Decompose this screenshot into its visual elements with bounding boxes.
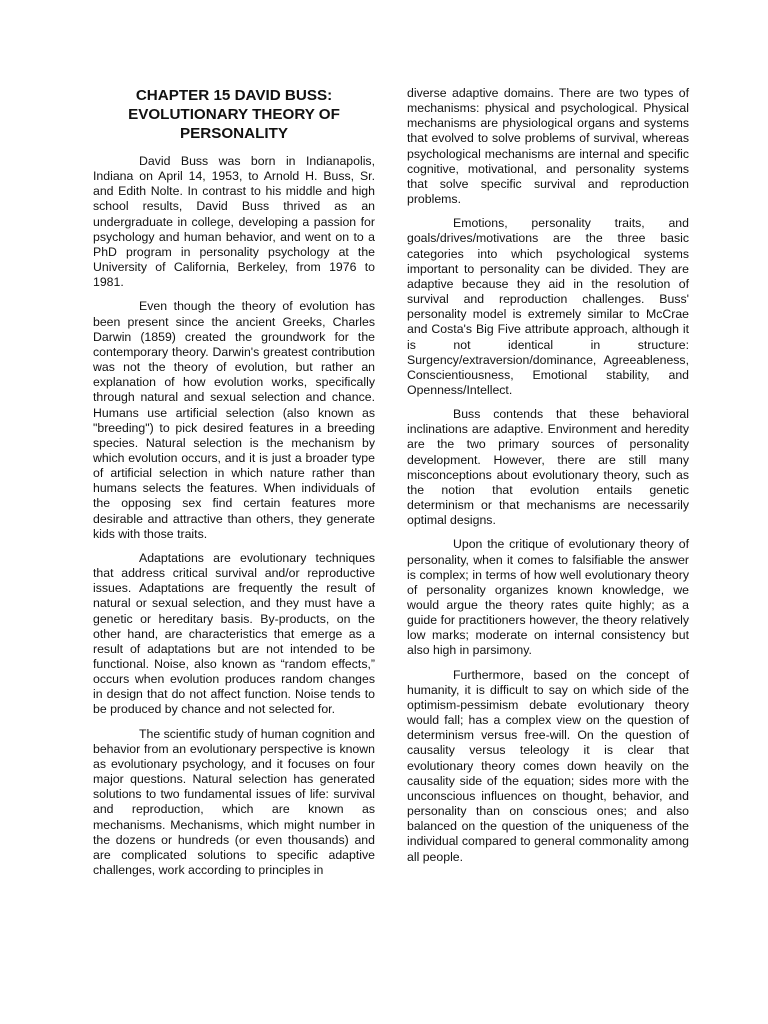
chapter-title-line-2: EVOLUTIONARY THEORY OF	[128, 106, 340, 123]
paragraph-evolutionary-psychology: The scientific study of human cognition and behavior from an evolutionary perspective is known as evolutionary psychology, and it focuses on four major questions. Natural selection has generated solutions to two fundamental issues of life: survival and reproduction, which are known as mechanisms. Mechanisms, which might number in the dozens or hundreds (or even thousands) and are complicated solutions to specific adaptive challenges, work according to principles in	[93, 726, 375, 878]
paragraph-biography: David Buss was born in Indianapolis, Indiana on April 14, 1953, to Arnold H. Buss, Sr. and Edith Nolte. In contrast to his middle and high school results, David Buss thrived as an undergraduate in college, developing a passion for psychology and human behavior, and went on to a PhD program in personality psychology at the University of California, Berkeley, from 1976 to 1981.	[93, 154, 375, 290]
paragraph-mechanisms-continued: diverse adaptive domains. There are two types of mechanisms: physical and psychological. Physical mechanisms are physiological organs and systems that evolved to solve problems of survival, whereas psychological mechanisms are internal and specific cognitive, motivational, and personality systems that solve specific survival and reproduction problems.	[407, 86, 689, 207]
chapter-title	[93, 86, 375, 143]
paragraph-critique: Upon the critique of evolutionary theory of personality, when it comes to falsifiable the answer is complex; in terms of how well evolutionary theory of personality organizes known knowledge, we would argue the theory rates quite highly; as a guide for practitioners however, the theory relatively low marks; moderate on internal consistency but also high in parsimony.	[407, 537, 689, 658]
paragraph-concept-of-humanity: Furthermore, based on the concept of humanity, it is difficult to say on which side of the optimism-pessimism debate evolutionary theory would fall; has a complex view on the question of determinism versus free-will. On the question of causality versus teleology it is clear that evolutionary theory comes down heavily on the causality side of the equation; sides more with the unconscious influences on thought, behavior, and personality than on conscious ones; and also balanced on the question of the uniqueness of the individual compared to general commonality among all people.	[407, 667, 689, 864]
left-column	[93, 86, 375, 887]
paragraph-adaptations: Adaptations are evolutionary techniques that address critical survival and/or reproductive issues. Adaptations are frequently the result of natural or sexual selection, and they must have a genetic or hereditary basis. By-products, on the other hand, are characteristics that emerge as a result of adaptations but are not intended to be functional. Noise, also known as “random effects,” occurs when evolution produces random changes in design that do not affect function. Noise tends to be produced by chance and not selected for.	[93, 550, 375, 717]
paragraph-darwin: Even though the theory of evolution has been present since the ancient Greeks, Charles Darwin (1859) created the groundwork for the contemporary theory. Darwin's greatest contribution was not the theory of evolution, but rather an explanation of how evolution works, specifically through natural and sexual selection and chance. Humans use artificial selection (also known as "breeding") to pick desired features in a breeding species. Natural selection is the mechanism by which evolution occurs, and it is just a broader type of artificial selection in which nature rather than humans selects the features. When individuals of the opposing sex find certain features more desirable and attractive than others, they generate kids with those traits.	[93, 299, 375, 541]
paragraph-emotions-traits: Emotions, personality traits, and goals/drives/motivations are the three basic categories into which psychological systems important to personality can be divided. They are adaptive because they aid in the resolution of survival and reproduction challenges. Buss' personality model is extremely similar to McCrae and Costa's Big Five attribute approach, although it is not identical in structure: Surgency/extraversion/dominance, Agreeableness, Conscientiousness, Emotional stability, and Openness/Intellect.	[407, 216, 689, 397]
chapter-title-line-3: PERSONALITY	[179, 125, 288, 142]
right-column	[407, 86, 689, 874]
paragraph-behavioral-inclinations: Buss contends that these behavioral inclinations are adaptive. Environment and heredity are the two primary sources of personality development. However, there are still many misconceptions about evolutionary theory, such as the notion that evolution entails genetic determinism or that mechanisms are necessarily optimal designs.	[407, 407, 689, 528]
chapter-title-line-1: CHAPTER 15 DAVID BUSS:	[135, 87, 333, 104]
